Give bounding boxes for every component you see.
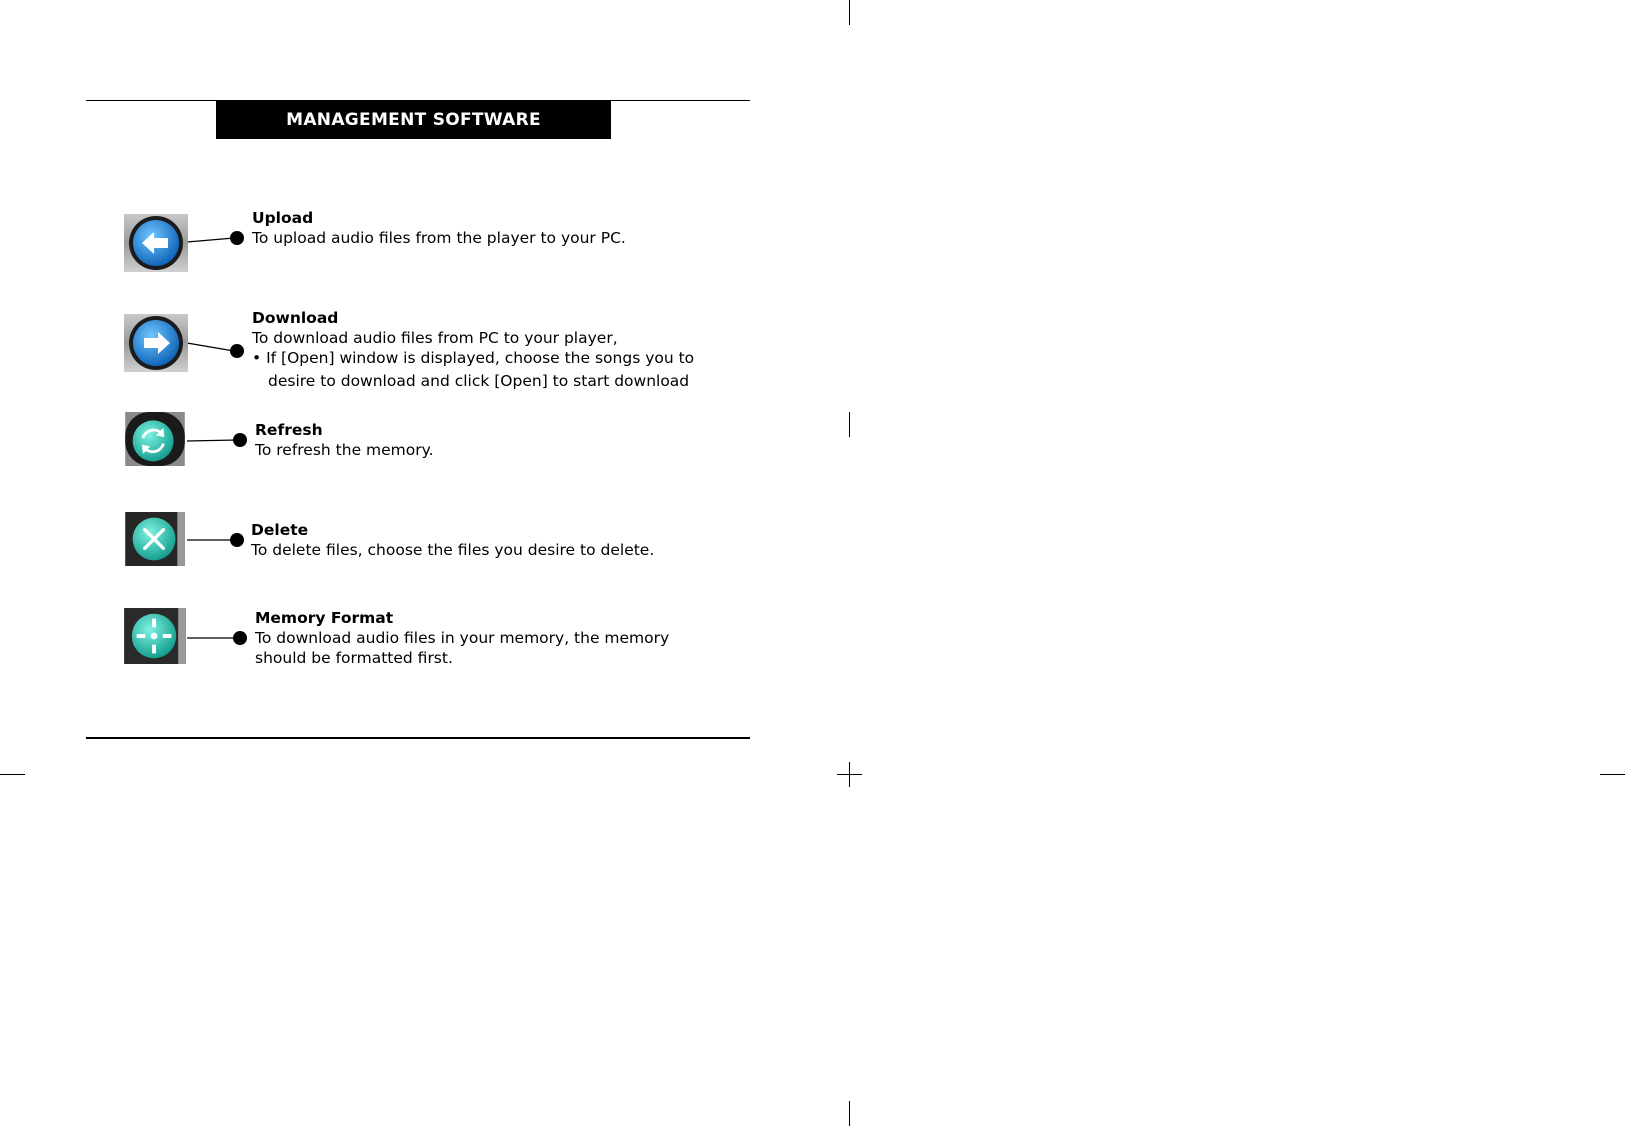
entry-upload: [252, 208, 626, 248]
bottom-rule: [86, 737, 750, 739]
entry-title: Delete: [251, 521, 309, 539]
entry-description: To refresh the memory.: [255, 441, 434, 459]
entry-description: To download audio files from PC to your player,: [252, 329, 618, 347]
entry-refresh: [255, 420, 434, 460]
callout-dot: [230, 533, 244, 547]
entry-description: desire to download and click [Open] to start download: [268, 372, 690, 390]
crop-mark-right: [1600, 774, 1625, 775]
callout-dot: [233, 433, 247, 447]
crop-mark-center-h: [837, 774, 862, 775]
entry-delete: [251, 520, 654, 560]
section-header: [216, 101, 611, 139]
callout-dot: [230, 231, 244, 245]
entry-download: [252, 308, 694, 391]
download-arrow-right-icon[interactable]: [124, 314, 188, 372]
entry-memory-format: [255, 608, 669, 668]
entry-title: Refresh: [255, 421, 323, 439]
entry-description: • If [Open] window is displayed, choose the songs you to: [252, 349, 695, 367]
entry-description: To download audio files in your memory, the memory: [255, 629, 670, 647]
entry-title: Upload: [252, 209, 314, 227]
crop-mark-middle: [849, 412, 850, 437]
section-header-title: MANAGEMENT SOFTWARE: [286, 110, 541, 130]
memory-format-icon[interactable]: [124, 608, 186, 664]
delete-x-icon[interactable]: [124, 512, 186, 566]
crop-mark-left: [0, 774, 25, 775]
entry-description: To upload audio files from the player to your PC.: [252, 229, 626, 247]
upload-arrow-left-icon[interactable]: [124, 214, 188, 272]
crop-mark-top: [849, 0, 850, 25]
entry-description: should be formatted first.: [255, 649, 453, 667]
callout-dot: [233, 631, 247, 645]
entry-title: Memory Format: [255, 609, 394, 627]
crop-mark-bottom: [849, 1101, 850, 1126]
callout-dot: [230, 344, 244, 358]
entry-title: Download: [252, 309, 339, 327]
entry-description: To delete files, choose the files you desire to delete.: [251, 541, 655, 559]
refresh-icon[interactable]: [124, 412, 186, 466]
